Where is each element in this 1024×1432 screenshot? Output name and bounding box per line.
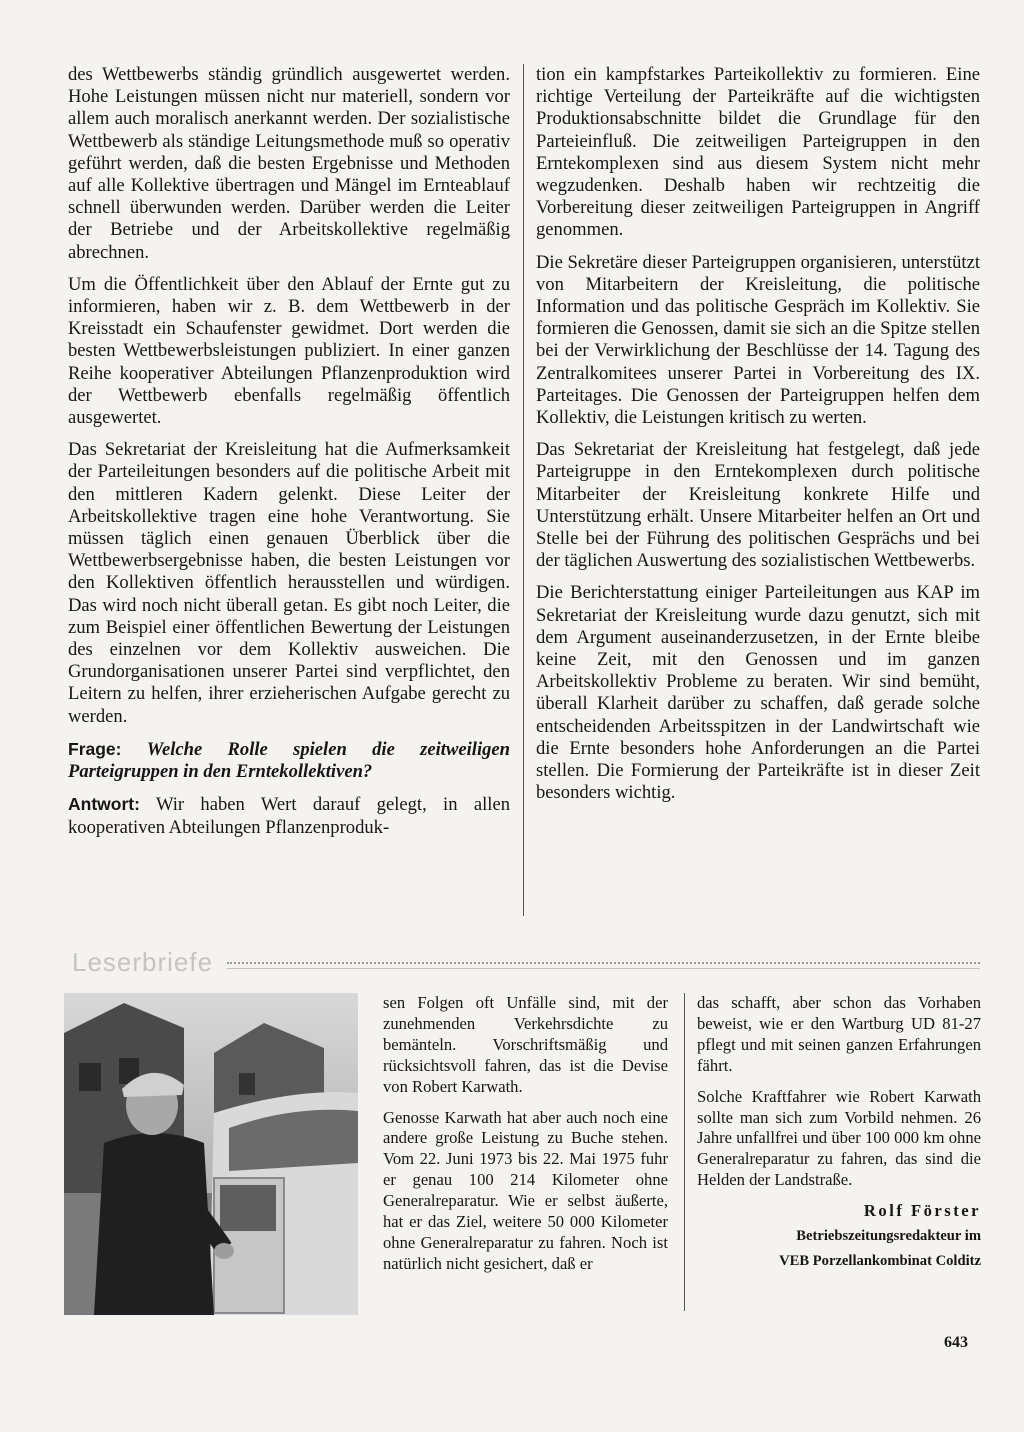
article-column-right [536, 64, 980, 815]
author-organization: VEB Porzellankombinat Colditz [779, 1252, 981, 1269]
page-number: 643 [944, 1334, 968, 1351]
paragraph: Das Sekretariat der Kreisleitung hat die Aufmerksamkeit der Parteileitungen besonders auf die politische Arbeit mit den mittleren Kadern gelenkt. Diese Leiter der Arbeitskollektive tragen eine hohe Verantwortung. Sie müssen täglich einen genauen Überblick über die Wettbewerbsergebnisse haben, die besten Leistungen vor den Kollektiven öffentlich herausstellen und würdigen. Das wird noch nicht überall getan. Es gibt noch Leiter, die zum Beispiel einer öffentlichen Bewertung der Leistungen des einzelnen vor dem Kollektiv ausweichen. Die Grundorganisationen unserer Partei sind verpflichtet, den Leitern zu helfen, ihrer erzieherischen Aufgabe gerecht zu werden. [68, 439, 510, 727]
section-header [72, 944, 980, 980]
question-text: Welche Rolle spielen die zeitweiligen Parteigruppen in den Erntekollektiven? [68, 738, 510, 783]
section-title: Leserbriefe [72, 946, 214, 977]
paragraph: Solche Kraftfahrer wie Robert Karwath sollte man sich zum Vorbild nehmen. 26 Jahre unfallfrei und über 100 000 km ohne Generalreparatur zu fahren, das sind die Helden der Landstraße. [697, 1086, 981, 1190]
paragraph: des Wettbewerbs ständig gründlich ausgewertet werden. Hohe Leistungen müssen nicht nur materiell, sondern vor allem auch moralisch anerkannt werden. Der sozialistische Wettbewerb als ständige Leitungsmethode muß so operativ geführt werden, daß die besten Ergebnisse und Methoden auf alle Kollektive übertragen und Mängel im Ernteablauf schnell überwunden werden. Darüber werden die Leiter der Betriebe und der Arbeitskollektive regelmäßig abrechnen. [68, 64, 510, 263]
answer-text: Wir haben Wert darauf gelegt, in allen kooperativen Abteilungen Pflanzenproduk- [68, 794, 510, 838]
paragraph: Das Sekretariat der Kreisleitung hat festgelegt, daß jede Parteigruppe in den Erntekomplexen durch politische Mitarbeiter der Kreisleitung konkrete Hilfe und Unterstützung erhält. Unsere Mitarbeiter helfen an Ort und Stelle bei der Führung des politischen Gesprächs und bei der täglichen Auswertung des sozialistischen Wettbewerbs. [536, 439, 980, 572]
paragraph: sen Folgen oft Unfälle sind, mit der zunehmenden Verkehrsdichte zu bemänteln. Vorschriftsmäßig und rücksichtsvoll fahren, das ist die Devise von Robert Karwath. [383, 993, 668, 1096]
paragraph: Genosse Karwath hat aber auch noch eine andere große Leistung zu Buche stehen. Vom 22. Juni 1973 bis 22. Mai 1975 fuhr er genau 100 214 Kilometer ohne Generalreparatur. Wie er selbst äußerte, hat er das Ziel, weitere 50 000 Kilometer ohne Generalreparatur zu fahren. Noch ist natürlich nicht gesichert, daß er [383, 1107, 668, 1273]
paragraph: Die Sekretäre dieser Parteigruppen organisieren, unterstützt von Mitarbeitern der Kreisleitung, die politische Information und das politische Gespräch im Kollektiv. Sie formieren die Genossen, damit sie sich an die Spitze stellen bei der Verwirklichung der Beschlüsse der 14. Tagung des Zentralkomitees unserer Partei in Vorbereitung des IX. Parteitages. Die Genossen der Parteigruppen helfen dem Kollektiv, die Leistungen kritisch zu werten. [536, 251, 980, 429]
interview-question [68, 738, 510, 783]
author-signature: Rolf Förster [863, 1201, 981, 1221]
paragraph: das schafft, aber schon das Vorhaben beweist, wie er den Wartburg UD 81-27 pflegt und mit seinen ganzen Erfahrungen fährt. [697, 993, 981, 1075]
letter-column-middle [383, 993, 668, 1285]
author-role: Betriebszeitungsredakteur im [796, 1228, 981, 1245]
paragraph: Die Berichterstattung einiger Parteileitungen aus KAP im Sekretariat der Kreisleitung wurde dazu genutzt, sich mit dem Argument auseinanderzusetzen, in der Ernte bleibe keine Zeit, mit den Genossen und im ganzen Arbeitskollektiv Probleme zu beraten. Wir sind bemüht, überall Klarheit darüber zu schaffen, daß gerade solche entscheidenden Arbeitsspitzen in der Landwirtschaft wie die Ernte besonders hohe Anforderungen an die Partei stellen. Die Formierung der Parteikräfte ist in dieser Zeit besonders wichtig. [536, 582, 980, 804]
article-column-left [68, 64, 510, 849]
answer-label: Antwort: [68, 794, 140, 815]
question-label: Frage: [68, 738, 122, 759]
column-divider [523, 64, 524, 916]
paragraph: tion ein kampfstarkes Parteikollektiv zu formieren. Eine richtige Verteilung der Parteikräfte auf die wichtigsten Produktionsabschnitte bildet die Grundlage für den Parteieinfluß. Die zeitweiligen Parteigruppen in den Erntekomplexen sind aus diesem System nicht mehr wegzudenken. Deshalb haben wir rechtzeitig die Vorbereitung dieser zeitweiligen Parteigruppen in Angriff genommen. [536, 64, 980, 241]
paragraph: Um die Öffentlichkeit über den Ablauf der Ernte gut zu informieren, haben wir z. B. dem Wettbewerb in der Kreisstadt ein Schaufenster gewidmet. Dort werden die besten Wettbewerbsleistungen publiziert. In einer ganzen Reihe kooperativer Abteilungen Pflanzenproduktion wird der Wettbewerb ebenfalls regelmäßig öffentlich ausgewertet. [68, 273, 510, 429]
photo-driver-with-car [64, 993, 358, 1315]
column-divider [684, 993, 685, 1311]
letter-column-right [697, 993, 981, 1276]
interview-answer [68, 793, 510, 838]
section-rule [227, 962, 980, 969]
